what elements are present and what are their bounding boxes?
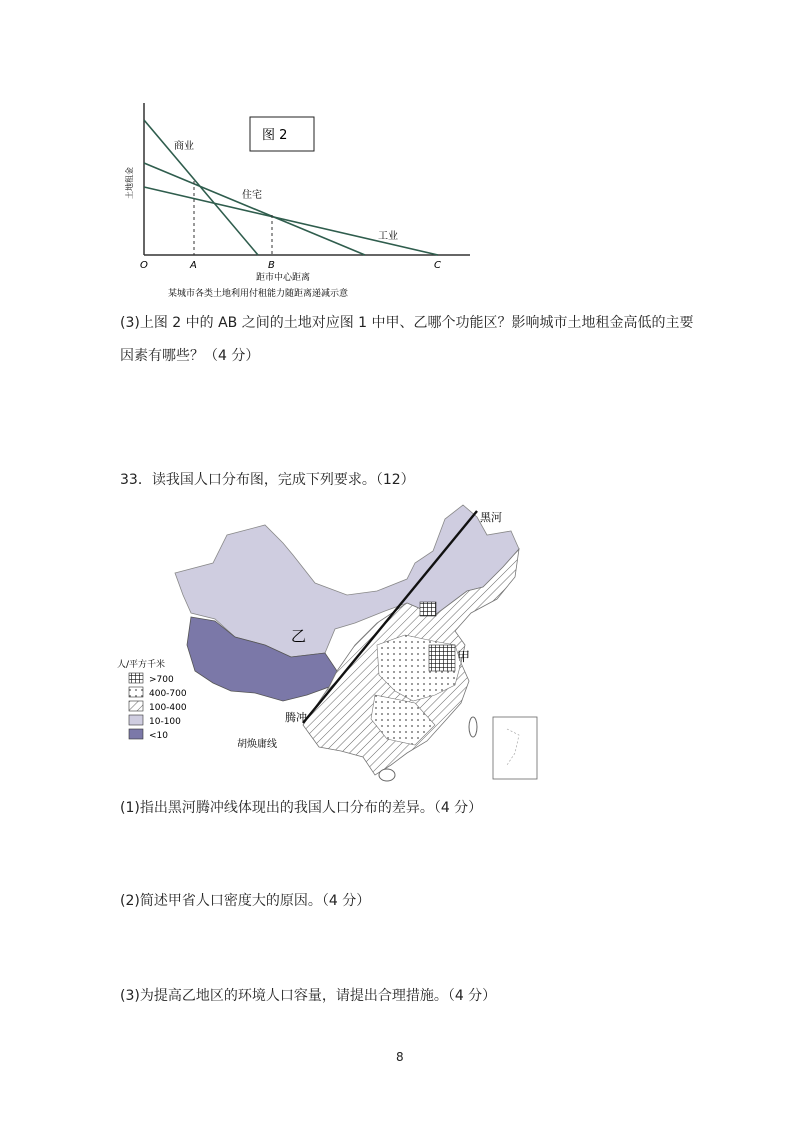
tick-a: A: [190, 260, 197, 271]
legend-item-3: 10-100: [149, 717, 181, 727]
label-heihe: 黑河: [480, 511, 502, 524]
origin-label: O: [140, 260, 148, 271]
label-residential: 住宅: [242, 190, 262, 201]
label-yi: 乙: [291, 627, 307, 645]
legend-title: 人/平方千米: [117, 660, 166, 670]
question-32-3-line2: 因素有哪些？（4 分）: [120, 347, 260, 364]
legend-item-4: <10: [149, 731, 168, 741]
south-china-sea-inset: [493, 717, 537, 779]
y-axis-label: 土地租金: [125, 167, 134, 199]
tick-c: C: [434, 260, 441, 271]
question-33-1: (1)指出黑河腾冲线体现出的我国人口分布的差异。（4 分）: [120, 800, 483, 816]
legend-item-2: 100-400: [149, 703, 187, 713]
question-32-3: [120, 310, 740, 369]
question-33-2: (2)简述甲省人口密度大的原因。（4 分）: [120, 893, 371, 909]
industry-line: [144, 187, 438, 255]
legend-item-1: 400-700: [149, 689, 187, 699]
label-jia: 甲: [457, 650, 471, 665]
map-province-jia: [429, 645, 455, 671]
china-population-map: [115, 495, 555, 787]
question-32-3-line1: (3)上图 2 中的 AB 之间的土地对应图 1 中甲、乙哪个功能区？影响城市土地租金高低的主要: [120, 315, 694, 331]
figure-label: 图 2: [262, 128, 288, 143]
page-number: 8: [396, 1050, 404, 1064]
figure-2-rent-chart: [110, 95, 480, 310]
tick-b: B: [268, 260, 275, 271]
figure-caption: 某城市各类土地利用付租能力随距离递减示意: [168, 289, 349, 299]
residential-line: [144, 163, 365, 255]
label-tengchong: 腾冲: [285, 711, 307, 724]
label-industry: 工业: [378, 231, 398, 242]
question-33-title: 33．读我国人口分布图，完成下列要求。（12）: [120, 472, 415, 488]
question-33-3: (3)为提高乙地区的环境人口容量，请提出合理措施。（4 分）: [120, 988, 497, 1004]
label-commerce: 商业: [174, 141, 194, 152]
x-axis-label: 距市中心距离: [256, 273, 311, 283]
label-hu-line: 胡焕庸线: [237, 739, 277, 750]
legend-item-0: >700: [149, 675, 174, 685]
map-legend: [117, 658, 187, 741]
